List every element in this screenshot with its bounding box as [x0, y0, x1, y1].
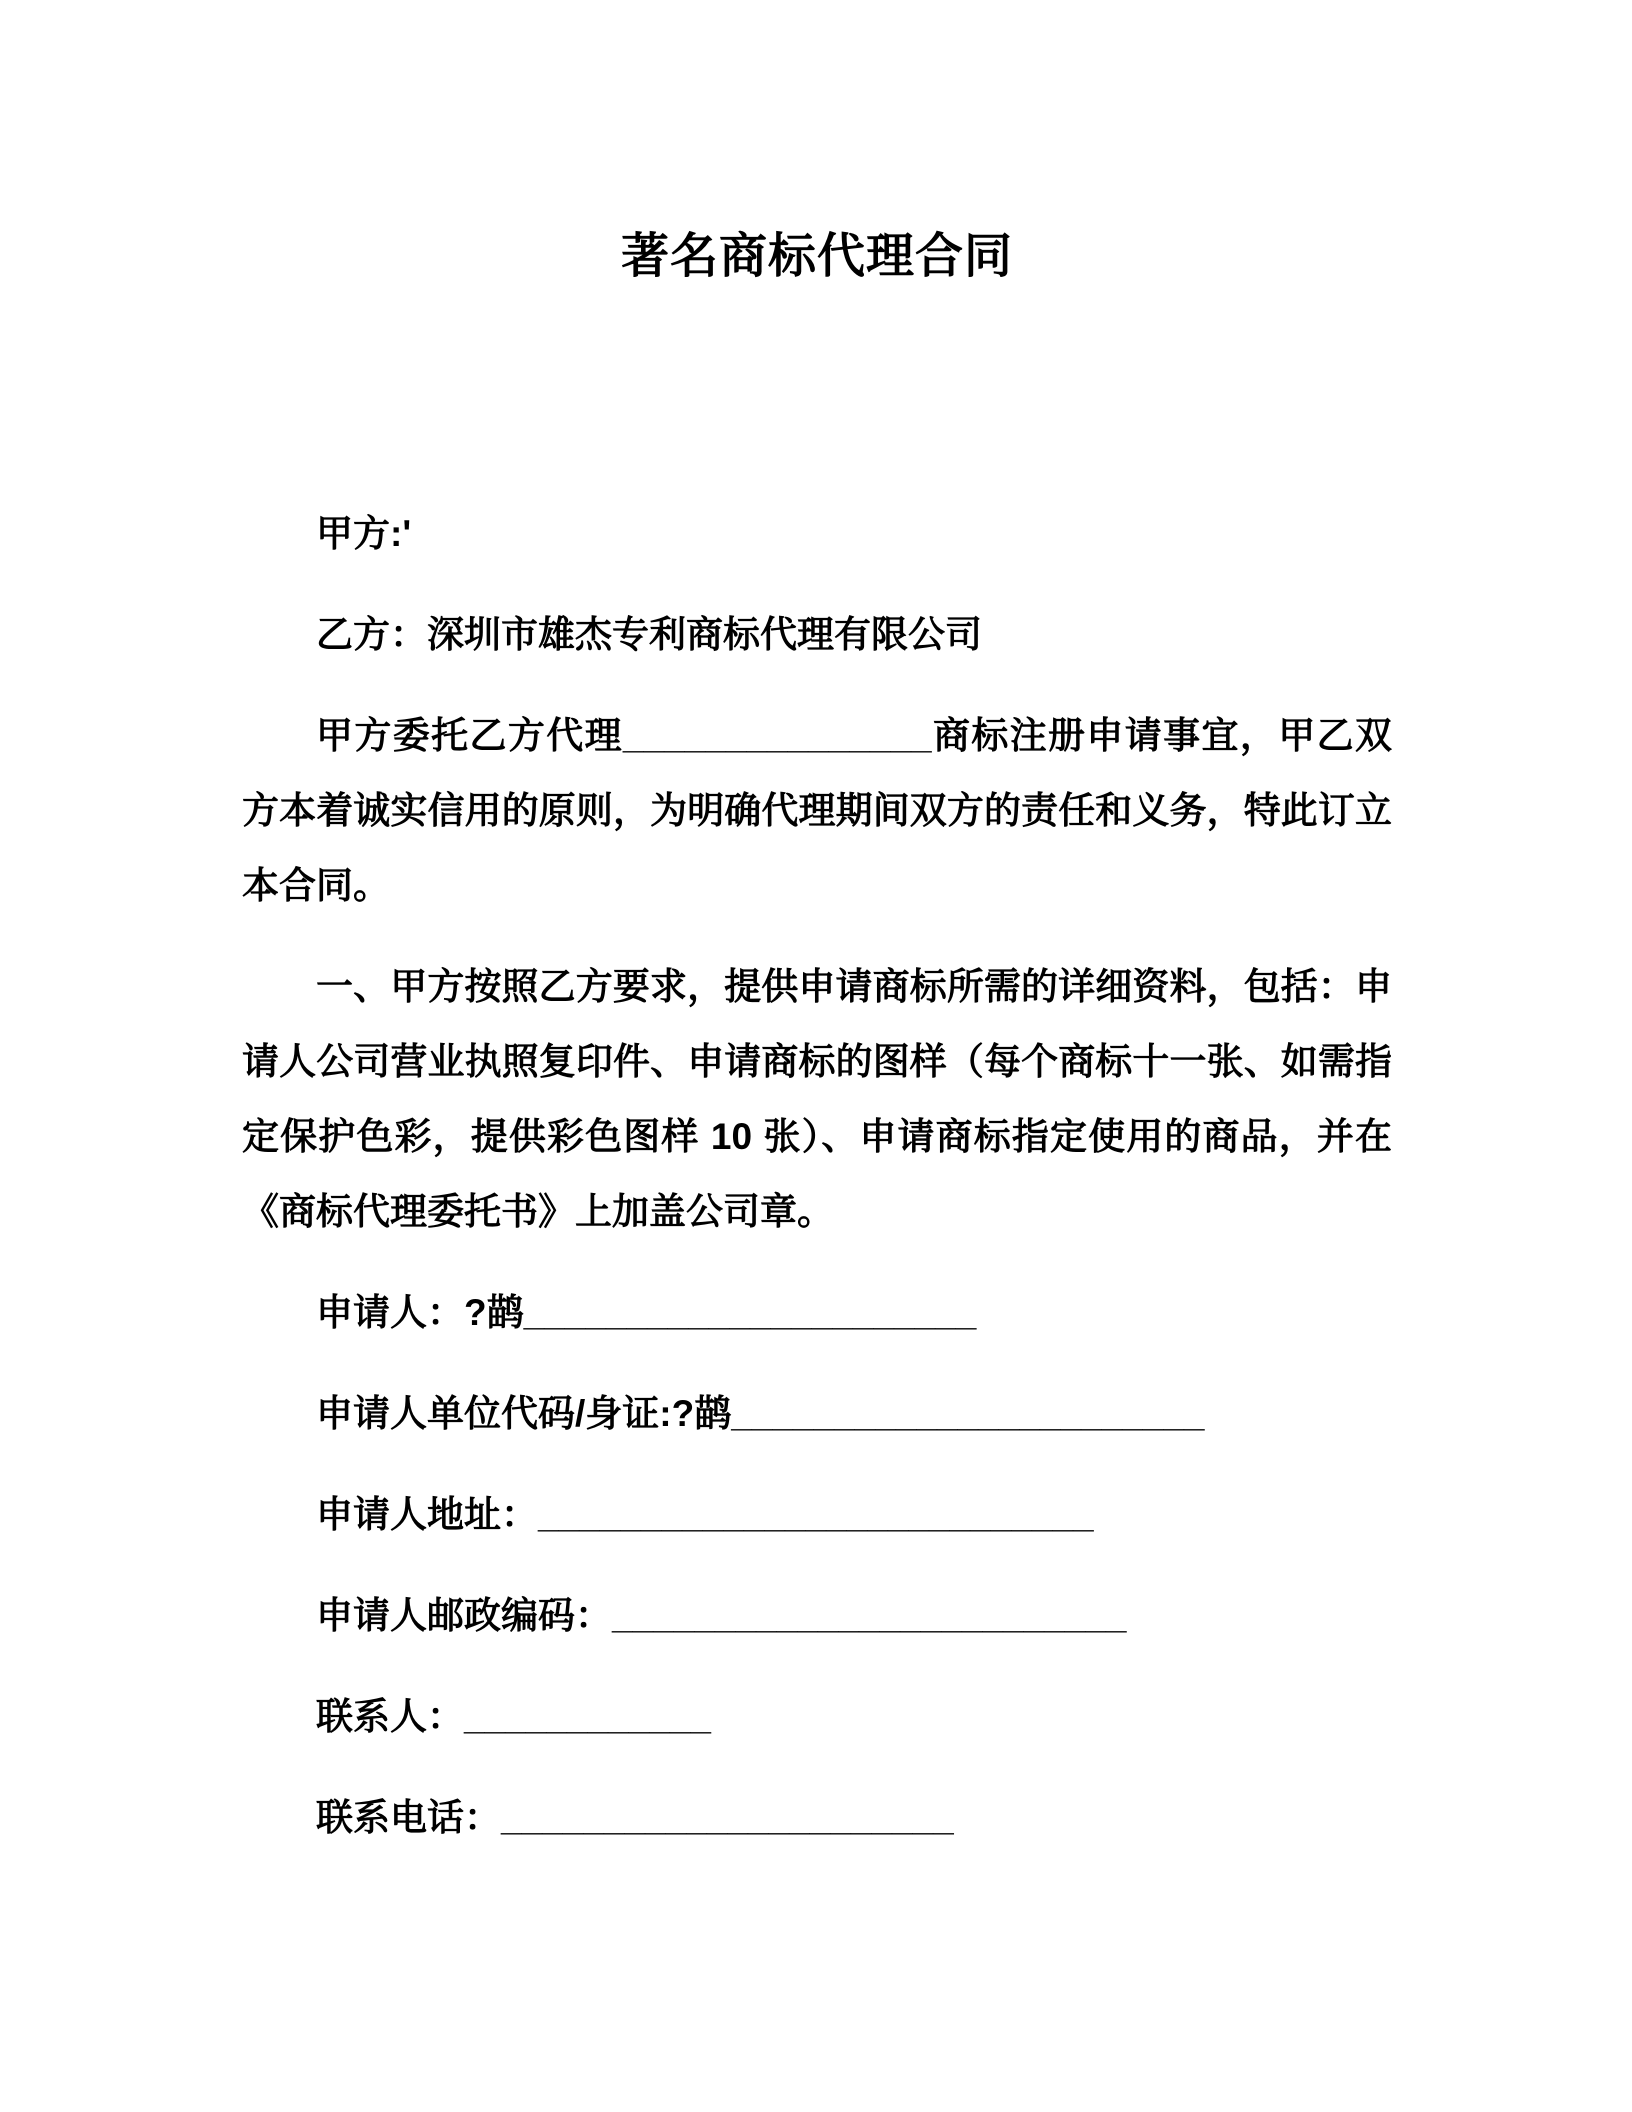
- paragraph: 申请人邮政编码：_________________________: [316, 1594, 1127, 1636]
- paragraph: 乙方：深圳市雄杰专利商标代理有限公司: [316, 613, 982, 655]
- paragraph: 一、甲方按照乙方要求，提供申请商标所需的详细资料，包括：申请人公司营业执照复印件、申请商标的图样（每个商标十一张、如需指定保护色彩，提供彩色图样 10 张）、申请商标指定使用的商品，并在《商标代理委托书》上加盖公司章。: [242, 965, 1392, 1232]
- paragraph: 联系电话：______________________: [316, 1796, 954, 1838]
- document-body: [242, 496, 1392, 1855]
- paragraph: 申请人地址：___________________________: [316, 1493, 1094, 1535]
- paragraph: 申请人：?鹋______________________: [316, 1291, 977, 1333]
- paragraph: 甲方委托乙方代理_______________商标注册申请事宜，甲乙双方本着诚实信用的原则，为明确代理期间双方的责任和义务，特此订立本合同。: [242, 714, 1392, 906]
- paragraph: 甲方:': [316, 512, 412, 554]
- paragraph: 联系人：____________: [316, 1695, 711, 1737]
- paragraph: 申请人单位代码/身证:?鹋_______________________: [316, 1392, 1205, 1434]
- document-title: 著名商标代理合同: [620, 230, 1013, 283]
